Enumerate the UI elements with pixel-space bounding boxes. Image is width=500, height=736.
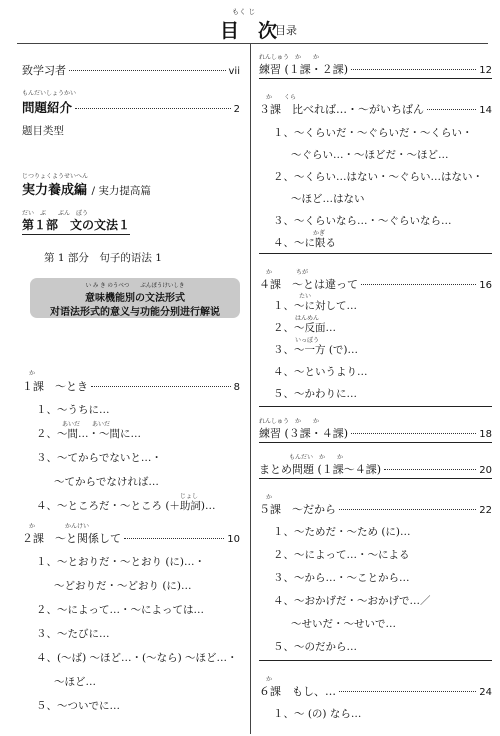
leader-dots — [75, 108, 231, 109]
lesson4-item: ２、〜反面… — [273, 322, 336, 334]
lesson5-item: ３、〜から…・〜ことから… — [273, 572, 410, 584]
lesson5-item: ５、〜のだから… — [273, 641, 357, 653]
toc-entry-lesson2[interactable]: ２課 〜と関係して 10 — [22, 532, 240, 545]
lesson4-item: １、〜に対して… — [273, 300, 357, 312]
lesson4-item-ruby: たい — [299, 293, 312, 300]
lesson5-item: ２、〜によって…・〜による — [273, 549, 410, 561]
lesson3-item: ４、〜に限る — [273, 237, 336, 249]
toc-entry-lesson5[interactable]: ５課 〜だから 22 — [259, 503, 492, 516]
lesson4-item: ５、〜かわりに… — [273, 388, 357, 400]
toc-entry-problem-intro[interactable]: 問題紹介 2 — [22, 100, 240, 115]
lesson3-item: ３、〜くらいなら…・〜ぐらいなら… — [273, 215, 452, 227]
toc-entry-lesson3[interactable]: ３課 比べれば…・〜がいちばん 14 — [259, 103, 492, 116]
lesson2-item: ５、〜ついでに… — [36, 700, 120, 712]
section-rule — [259, 478, 492, 479]
section-rule — [259, 253, 492, 254]
problem-intro-ruby: もんだいしょうかい — [22, 90, 77, 97]
part1-cn: 第 1 部分 句子的语法 1 — [44, 252, 162, 264]
lesson1-ruby: か — [29, 370, 36, 377]
lesson5-ruby: か — [266, 494, 273, 501]
lesson2-item: １、〜とおりだ・〜とおり (に)…・ — [36, 556, 206, 568]
toc-header — [0, 0, 500, 46]
lesson1-item: １、〜うちに… — [36, 404, 110, 416]
toc-entry-renshu12[interactable]: 練習 (１課・２課) 12 — [259, 63, 492, 76]
problem-types-cn: 题目类型 — [22, 125, 64, 137]
section-rule — [259, 660, 492, 661]
toc-entry-lesson4[interactable]: ４課 〜とは違って 16 — [259, 278, 492, 291]
lesson3-item: １、〜くらいだ・〜ぐらいだ・〜くらい・ — [273, 127, 473, 139]
lesson6-item: １、〜 (の) なら… — [273, 708, 362, 720]
leader-dots — [339, 691, 476, 692]
lesson1-item-ruby: じょし — [180, 493, 199, 500]
jitsuryoku-ruby: じつりょくようせいへん — [22, 173, 89, 180]
toc-entry-intro[interactable]: 致学习者 vii — [22, 64, 240, 77]
lesson1-item: ２、〜間…・〜間に… — [36, 428, 141, 440]
title-ruby: もく じ — [232, 8, 256, 16]
section-rule — [259, 78, 492, 79]
toc-entry-lesson1[interactable]: １課 〜とき 8 — [22, 380, 240, 393]
leader-dots — [384, 469, 476, 470]
section-rule — [259, 442, 492, 443]
lesson2-ruby: か かんけい — [29, 523, 90, 530]
lesson1-item: ３、〜てからでないと…・ — [36, 452, 162, 464]
lesson4-item-ruby: いっぽう — [295, 337, 320, 344]
lesson3-item: 〜ほど…はない — [291, 193, 365, 205]
lesson3-item: ２、〜くらい…はない・〜ぐらい…はない・ — [273, 171, 483, 183]
section-rule — [259, 406, 492, 407]
lesson3-item: 〜ぐらい…・〜ほどだ・〜ほど… — [291, 149, 449, 161]
part1-heading: 第１部 文の文法１ — [22, 218, 131, 232]
lesson3-item-ruby: かぎ — [313, 230, 326, 237]
column-divider — [250, 44, 251, 734]
matome-ruby: もんだい か か — [289, 454, 344, 461]
leader-dots — [361, 284, 476, 285]
lesson1-item-ruby: あいだ あいだ — [62, 421, 111, 428]
part1-underline — [22, 234, 130, 235]
leader-dots — [91, 386, 231, 387]
lesson4-item: ３、〜一方 (で)… — [273, 344, 359, 356]
lesson2-item: 〜ほど… — [54, 676, 96, 688]
lesson4-item-ruby: はんめん — [295, 315, 320, 322]
lesson1-item: ４、〜ところだ・〜ところ (＋助詞)… — [36, 500, 216, 512]
lesson5-item: 〜せいだ・〜せいで… — [291, 618, 396, 630]
lesson1-item: 〜てからでなければ… — [54, 476, 159, 488]
leader-dots — [124, 538, 224, 539]
toc-entry-lesson6[interactable]: ６課 もし、… 24 — [259, 685, 492, 698]
leader-dots — [351, 69, 476, 70]
lesson2-item: 〜どおりだ・〜どおり (に)… — [54, 580, 192, 592]
lesson3-ruby: か くら — [266, 94, 297, 101]
leader-dots — [69, 70, 226, 71]
lesson4-item: ４、〜というより… — [273, 366, 368, 378]
leader-dots — [351, 433, 476, 434]
renshu12-ruby: れんしゅう か か — [259, 54, 320, 61]
toc-entry-renshu34[interactable]: 練習 (３課・４課) 18 — [259, 427, 492, 440]
page-title: 目 次 — [220, 20, 278, 42]
lesson6-ruby: か — [266, 676, 273, 683]
semantic-function-box: い み き のうべつ ぶんぽうけいしき 意味機能別の文法形式 对语法形式的意义与功能分别进行解说 — [30, 278, 240, 318]
lesson2-item: ２、〜によって…・〜によっては… — [36, 604, 204, 616]
lesson4-ruby: か ちが — [266, 269, 309, 276]
lesson5-item: １、〜ためだ・〜ため (に)… — [273, 526, 411, 538]
renshu34-ruby: れんしゅう か か — [259, 418, 320, 425]
lesson2-item: ３、〜たびに… — [36, 628, 110, 640]
leader-dots — [339, 509, 476, 510]
header-rule — [17, 43, 488, 44]
part1-ruby: だい ぶ ぶん ぽう — [22, 210, 89, 217]
leader-dots — [427, 109, 476, 110]
jitsuryoku-heading: 実力養成編 / 実力提高篇 — [22, 183, 151, 198]
toc-entry-matome[interactable]: まとめ問題 (１課〜４課) 20 — [259, 463, 492, 476]
page-title-cn: 目录 — [275, 24, 297, 37]
lesson5-item: ４、〜おかげだ・〜おかげで…／ — [273, 595, 431, 607]
lesson2-item: ４、(〜ば) 〜ほど…・(〜なら) 〜ほど…・ — [36, 652, 238, 664]
